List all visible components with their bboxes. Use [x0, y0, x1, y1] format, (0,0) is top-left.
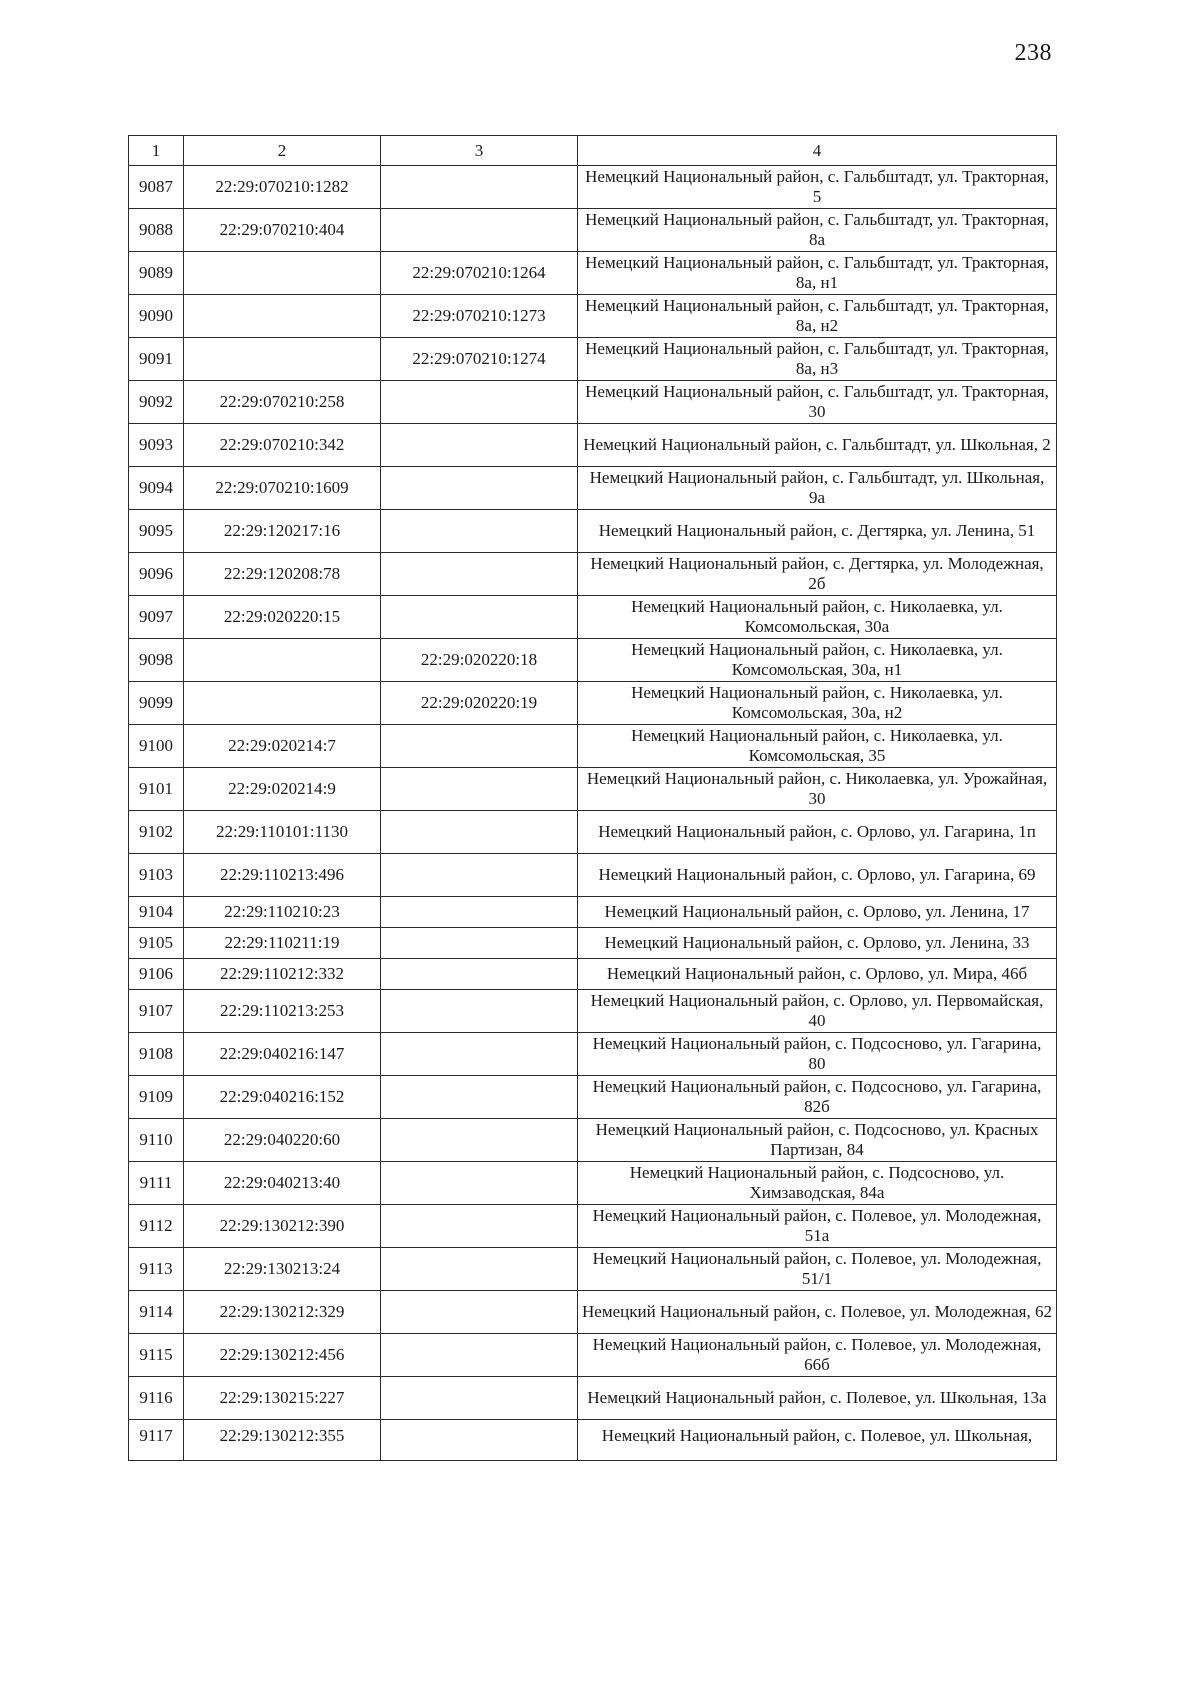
header-cell-3: 3 — [381, 136, 578, 166]
cadastral-number-cell: 22:29:130215:227 — [184, 1377, 381, 1420]
table-row — [129, 725, 1057, 768]
row-number-cell: 9091 — [129, 338, 184, 381]
parent-cadastral-number-cell: 22:29:020220:18 — [381, 639, 578, 682]
cadastral-number-cell — [184, 682, 381, 725]
table-row — [129, 928, 1057, 959]
address-cell: Немецкий Национальный район, с. Полевое, ул. Молодежная, 51/1 — [578, 1248, 1057, 1291]
parent-cadastral-number-cell — [381, 1377, 578, 1420]
row-number-cell: 9088 — [129, 209, 184, 252]
cadastral-number-cell: 22:29:110213:496 — [184, 854, 381, 897]
cadastral-number-cell: 22:29:130212:456 — [184, 1334, 381, 1377]
parent-cadastral-number-cell — [381, 768, 578, 811]
cadastral-number-cell: 22:29:070210:258 — [184, 381, 381, 424]
row-number-cell: 9103 — [129, 854, 184, 897]
table-row — [129, 553, 1057, 596]
parent-cadastral-number-cell — [381, 1119, 578, 1162]
parent-cadastral-number-cell — [381, 209, 578, 252]
cadastral-number-cell: 22:29:040213:40 — [184, 1162, 381, 1205]
row-number-cell: 9112 — [129, 1205, 184, 1248]
parent-cadastral-number-cell: 22:29:070210:1274 — [381, 338, 578, 381]
table-row — [129, 897, 1057, 928]
table-row — [129, 1076, 1057, 1119]
address-cell: Немецкий Национальный район, с. Николаевка, ул. Урожайная, 30 — [578, 768, 1057, 811]
row-number-cell: 9098 — [129, 639, 184, 682]
table-row — [129, 381, 1057, 424]
table-row — [129, 1334, 1057, 1377]
address-cell: Немецкий Национальный район, с. Орлово, ул. Гагарина, 69 — [578, 854, 1057, 897]
parent-cadastral-number-cell — [381, 1033, 578, 1076]
row-number-cell: 9100 — [129, 725, 184, 768]
table-row — [129, 1033, 1057, 1076]
cadastral-number-cell: 22:29:110101:1130 — [184, 811, 381, 854]
parent-cadastral-number-cell — [381, 1205, 578, 1248]
row-number-cell: 9110 — [129, 1119, 184, 1162]
row-number-cell: 9117 — [129, 1420, 184, 1461]
row-number-cell: 9093 — [129, 424, 184, 467]
parent-cadastral-number-cell — [381, 928, 578, 959]
address-cell: Немецкий Национальный район, с. Гальбштадт, ул. Тракторная, 8а, н3 — [578, 338, 1057, 381]
address-cell: Немецкий Национальный район, с. Николаевка, ул. Комсомольская, 30а — [578, 596, 1057, 639]
cadastral-number-cell: 22:29:110210:23 — [184, 897, 381, 928]
cadastral-number-cell: 22:29:130213:24 — [184, 1248, 381, 1291]
table-row — [129, 854, 1057, 897]
table-row — [129, 1291, 1057, 1334]
address-cell: Немецкий Национальный район, с. Дегтярка, ул. Молодежная, 2б — [578, 553, 1057, 596]
header-cell-1: 1 — [129, 136, 184, 166]
row-number-cell: 9092 — [129, 381, 184, 424]
parent-cadastral-number-cell — [381, 1076, 578, 1119]
table-row — [129, 510, 1057, 553]
address-cell: Немецкий Национальный район, с. Орлово, ул. Ленина, 33 — [578, 928, 1057, 959]
row-number-cell: 9105 — [129, 928, 184, 959]
cadastral-number-cell: 22:29:070210:404 — [184, 209, 381, 252]
cadastral-number-cell: 22:29:110212:332 — [184, 959, 381, 990]
address-cell: Немецкий Национальный район, с. Полевое, ул. Школьная, 13а — [578, 1377, 1057, 1420]
address-cell: Немецкий Национальный район, с. Гальбштадт, ул. Тракторная, 8а, н1 — [578, 252, 1057, 295]
parent-cadastral-number-cell — [381, 1248, 578, 1291]
row-number-cell: 9096 — [129, 553, 184, 596]
property-register-table — [128, 135, 1057, 1461]
row-number-cell: 9108 — [129, 1033, 184, 1076]
row-number-cell: 9115 — [129, 1334, 184, 1377]
row-number-cell: 9095 — [129, 510, 184, 553]
table-row — [129, 811, 1057, 854]
table-row — [129, 1248, 1057, 1291]
parent-cadastral-number-cell — [381, 1334, 578, 1377]
parent-cadastral-number-cell — [381, 381, 578, 424]
page-number: 238 — [1014, 40, 1052, 66]
table-row — [129, 1377, 1057, 1420]
row-number-cell: 9104 — [129, 897, 184, 928]
row-number-cell: 9106 — [129, 959, 184, 990]
address-cell: Немецкий Национальный район, с. Орлово, ул. Первомайская, 40 — [578, 990, 1057, 1033]
parent-cadastral-number-cell — [381, 959, 578, 990]
address-cell: Немецкий Национальный район, с. Полевое, ул. Молодежная, 66б — [578, 1334, 1057, 1377]
table-row — [129, 1205, 1057, 1248]
row-number-cell: 9111 — [129, 1162, 184, 1205]
header-cell-2: 2 — [184, 136, 381, 166]
header-row — [129, 136, 1057, 166]
table-row — [129, 1119, 1057, 1162]
address-cell: Немецкий Национальный район, с. Гальбштадт, ул. Тракторная, 5 — [578, 166, 1057, 209]
row-number-cell: 9107 — [129, 990, 184, 1033]
row-number-cell: 9116 — [129, 1377, 184, 1420]
cadastral-number-cell: 22:29:120217:16 — [184, 510, 381, 553]
address-cell: Немецкий Национальный район, с. Гальбштадт, ул. Школьная, 9а — [578, 467, 1057, 510]
parent-cadastral-number-cell — [381, 1162, 578, 1205]
address-cell: Немецкий Национальный район, с. Подсосново, ул. Гагарина, 82б — [578, 1076, 1057, 1119]
table-row — [129, 252, 1057, 295]
parent-cadastral-number-cell — [381, 553, 578, 596]
table-row — [129, 1420, 1057, 1461]
table-row — [129, 1162, 1057, 1205]
row-number-cell: 9099 — [129, 682, 184, 725]
cadastral-number-cell: 22:29:020214:9 — [184, 768, 381, 811]
address-cell: Немецкий Национальный район, с. Николаевка, ул. Комсомольская, 30а, н2 — [578, 682, 1057, 725]
cadastral-number-cell: 22:29:040220:60 — [184, 1119, 381, 1162]
row-number-cell: 9097 — [129, 596, 184, 639]
address-cell: Немецкий Национальный район, с. Дегтярка, ул. Ленина, 51 — [578, 510, 1057, 553]
row-number-cell: 9109 — [129, 1076, 184, 1119]
address-cell: Немецкий Национальный район, с. Николаевка, ул. Комсомольская, 35 — [578, 725, 1057, 768]
row-number-cell: 9114 — [129, 1291, 184, 1334]
address-cell: Немецкий Национальный район, с. Подсосново, ул. Химзаводская, 84а — [578, 1162, 1057, 1205]
table-row — [129, 596, 1057, 639]
cadastral-number-cell: 22:29:130212:329 — [184, 1291, 381, 1334]
row-number-cell: 9101 — [129, 768, 184, 811]
table-row — [129, 639, 1057, 682]
parent-cadastral-number-cell — [381, 897, 578, 928]
parent-cadastral-number-cell — [381, 990, 578, 1033]
header-cell-4: 4 — [578, 136, 1057, 166]
table-row — [129, 338, 1057, 381]
parent-cadastral-number-cell — [381, 1291, 578, 1334]
row-number-cell: 9087 — [129, 166, 184, 209]
address-cell: Немецкий Национальный район, с. Подсосново, ул. Красных Партизан, 84 — [578, 1119, 1057, 1162]
parent-cadastral-number-cell — [381, 596, 578, 639]
table-row — [129, 166, 1057, 209]
cadastral-number-cell: 22:29:040216:152 — [184, 1076, 381, 1119]
cadastral-number-cell: 22:29:130212:355 — [184, 1420, 381, 1461]
address-cell: Немецкий Национальный район, с. Орлово, ул. Ленина, 17 — [578, 897, 1057, 928]
address-cell: Немецкий Национальный район, с. Полевое, ул. Школьная, — [578, 1420, 1057, 1461]
cadastral-number-cell: 22:29:110211:19 — [184, 928, 381, 959]
table-row — [129, 424, 1057, 467]
table-row — [129, 682, 1057, 725]
address-cell: Немецкий Национальный район, с. Орлово, ул. Мира, 46б — [578, 959, 1057, 990]
cadastral-number-cell: 22:29:120208:78 — [184, 553, 381, 596]
parent-cadastral-number-cell: 22:29:070210:1264 — [381, 252, 578, 295]
address-cell: Немецкий Национальный район, с. Гальбштадт, ул. Тракторная, 30 — [578, 381, 1057, 424]
parent-cadastral-number-cell: 22:29:070210:1273 — [381, 295, 578, 338]
row-number-cell: 9089 — [129, 252, 184, 295]
row-number-cell: 9102 — [129, 811, 184, 854]
cadastral-number-cell: 22:29:040216:147 — [184, 1033, 381, 1076]
cadastral-number-cell — [184, 338, 381, 381]
table-row — [129, 768, 1057, 811]
address-cell: Немецкий Национальный район, с. Гальбштадт, ул. Школьная, 2 — [578, 424, 1057, 467]
table-row — [129, 209, 1057, 252]
cadastral-number-cell: 22:29:070210:1282 — [184, 166, 381, 209]
parent-cadastral-number-cell — [381, 467, 578, 510]
cadastral-number-cell — [184, 252, 381, 295]
row-number-cell: 9094 — [129, 467, 184, 510]
parent-cadastral-number-cell — [381, 725, 578, 768]
address-cell: Немецкий Национальный район, с. Гальбштадт, ул. Тракторная, 8а — [578, 209, 1057, 252]
cadastral-number-cell: 22:29:070210:1609 — [184, 467, 381, 510]
row-number-cell: 9113 — [129, 1248, 184, 1291]
parent-cadastral-number-cell: 22:29:020220:19 — [381, 682, 578, 725]
parent-cadastral-number-cell — [381, 811, 578, 854]
table-row — [129, 467, 1057, 510]
parent-cadastral-number-cell — [381, 854, 578, 897]
address-cell: Немецкий Национальный район, с. Подсосново, ул. Гагарина, 80 — [578, 1033, 1057, 1076]
cadastral-number-cell: 22:29:130212:390 — [184, 1205, 381, 1248]
address-cell: Немецкий Национальный район, с. Гальбштадт, ул. Тракторная, 8а, н2 — [578, 295, 1057, 338]
cadastral-number-cell: 22:29:020214:7 — [184, 725, 381, 768]
address-cell: Немецкий Национальный район, с. Полевое, ул. Молодежная, 51а — [578, 1205, 1057, 1248]
address-cell: Немецкий Национальный район, с. Николаевка, ул. Комсомольская, 30а, н1 — [578, 639, 1057, 682]
address-cell: Немецкий Национальный район, с. Полевое, ул. Молодежная, 62 — [578, 1291, 1057, 1334]
parent-cadastral-number-cell — [381, 166, 578, 209]
table-row — [129, 295, 1057, 338]
row-number-cell: 9090 — [129, 295, 184, 338]
parent-cadastral-number-cell — [381, 1420, 578, 1461]
table-row — [129, 990, 1057, 1033]
cadastral-number-cell — [184, 639, 381, 682]
cadastral-number-cell — [184, 295, 381, 338]
parent-cadastral-number-cell — [381, 424, 578, 467]
cadastral-number-cell: 22:29:020220:15 — [184, 596, 381, 639]
table-row — [129, 959, 1057, 990]
parent-cadastral-number-cell — [381, 510, 578, 553]
address-cell: Немецкий Национальный район, с. Орлово, ул. Гагарина, 1п — [578, 811, 1057, 854]
cadastral-number-cell: 22:29:070210:342 — [184, 424, 381, 467]
cadastral-number-cell: 22:29:110213:253 — [184, 990, 381, 1033]
